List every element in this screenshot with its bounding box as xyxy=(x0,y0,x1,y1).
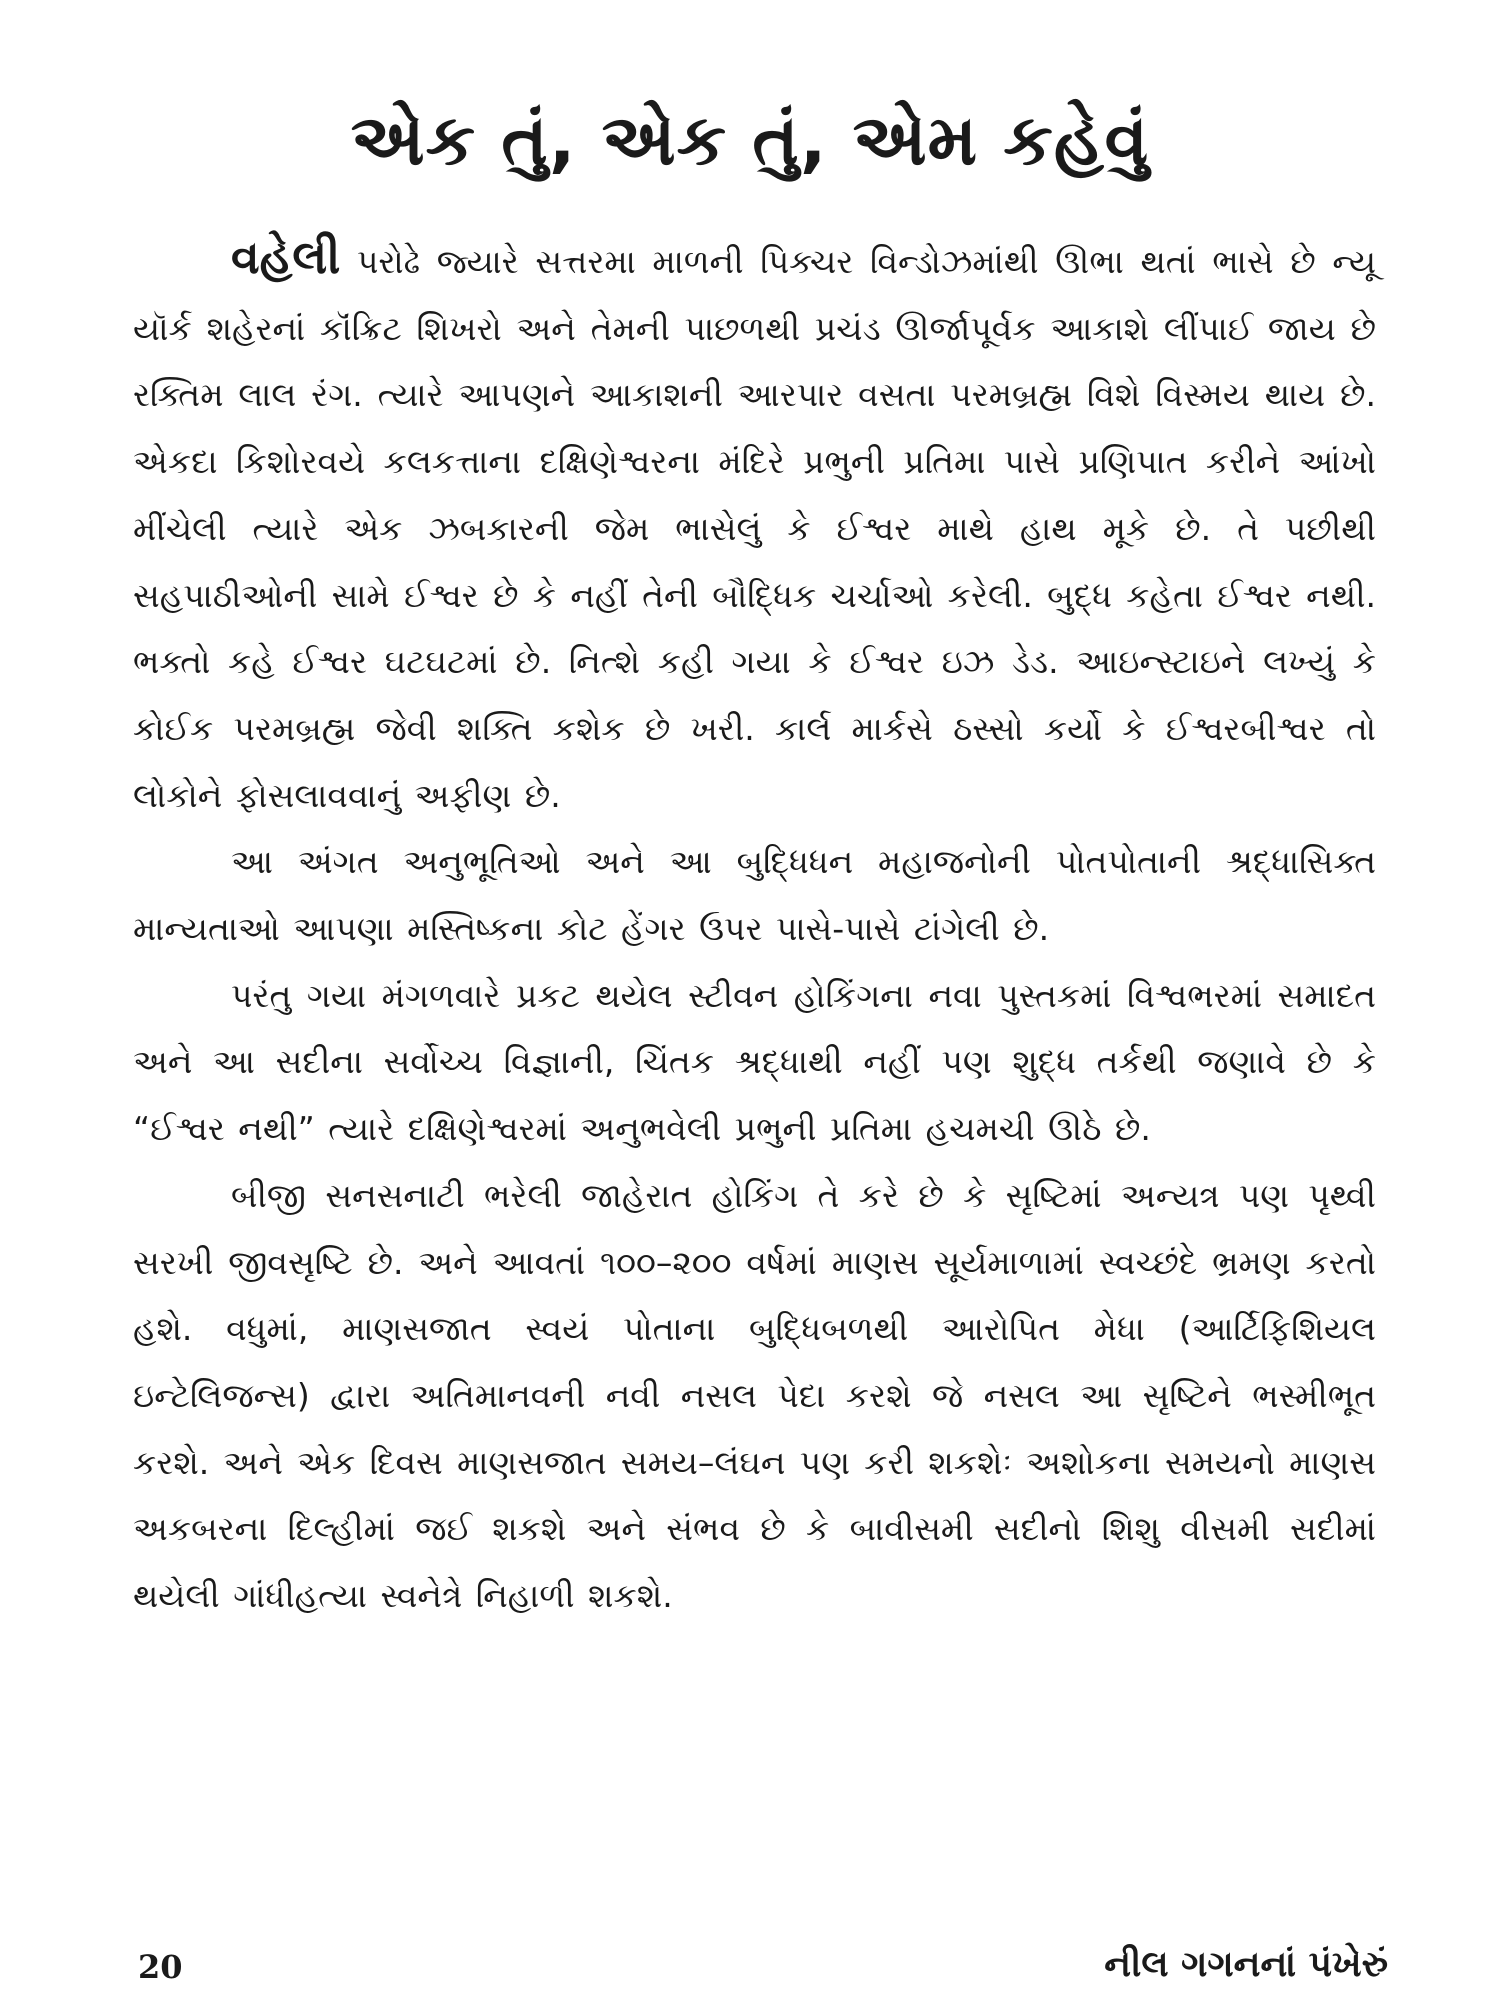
book-title-footer: નીલ ગગનનાં પંખેરું xyxy=(1104,1944,1388,1985)
page-title: એક તું, એક તું, એમ કહેવું xyxy=(350,99,1150,181)
paragraph-2: આ અંગત અનુભૂતિઓ અને આ બુદ્ધિધન મહાજનોની પોતપોતાની શ્રદ્ધાસિક્ત માન્યતાઓ આપણા મસ્તિષ્કના કોટ હેંગર ઉપર પાસે-પાસે ટાંગેલી છે. xyxy=(133,842,1376,949)
paragraph-1 xyxy=(133,224,1376,829)
paragraph-text: પરોઢે જ્યારે સત્તરમા માળની પિક્ચર વિન્ડોઝમાંથી ઊભા થતાં ભાસે છે ન્યૂ યૉર્ક શહેરનાં કૉંક્રિટ શિખરો અને તેમની પાછળથી પ્રચંડ ઊર્જાપૂર્વક આકાશે લીંપાઈ જાય છે રક્તિમ લાલ રંગ. ત્યારે આપણને આકાશની આરપાર વસતા પરમબ્રહ્મ વિશે વિસ્મય થાય છે. એકદા કિશોરવયે કલકત્તાના દક્ષિણેશ્વરના મંદિરે પ્રભુની પ્રતિમા પાસે પ્રણિપાત કરીને આંખો મીંચેલી ત્યારે એક ઝબકારની જેમ ભાસેલું કે ઈશ્વર માથે હાથ મૂકે છે. તે પછીથી સહપાઠીઓની સામે ઈશ્વર છે કે નહીં તેની બૌદ્ધિક ચર્ચાઓ કરેલી. બુદ્ધ કહેતા ઈશ્વર નથી. ભક્તો કહે ઈશ્વર ઘટઘટમાં છે. નિત્શે કહી ગયા કે ઈશ્વર ઇઝ ડેડ. આઇન્સ્ટાઇને લખ્યું કે કોઈક પરમબ્રહ્મ જેવી શક્તિ કશેક છે ખરી. કાર્લ માર્કસે ઠસ્સો કર્યો કે ઈશ્વરબીશ્વર તો લોકોને ફોસલાવવાનું અફીણ છે. xyxy=(133,242,1376,815)
paragraph-4: બીજી સનસનાટી ભરેલી જાહેરાત હોકિંગ તે કરે છે કે સૃષ્ટિમાં અન્યત્ર પણ પૃથ્વી સરખી જીવસૃષ્ટિ છે. અને આવતાં ૧૦૦–૨૦૦ વર્ષમાં માણસ સૂર્યમાળામાં સ્વચ્છંદે ભ્રમણ કરતો હશે. વધુમાં, માણસજાત સ્વયં પોતાના બુદ્ધિબળથી આરોપિત મેધા (આર્ટિફિશિયલ ઇન્ટેલિજન્સ) દ્વારા અતિમાનવની નવી નસલ પેદા કરશે જે નસલ આ સૃષ્ટિને ભસ્મીભૂત કરશે. અને એક દિવસ માણસજાત સમય–લંઘન પણ કરી શકશેઃ અશોકના સમયનો માણસ અકબરના દિલ્હીમાં જઈ શકશે અને સંભવ છે કે બાવીસમી સદીનો શિશુ વીસમી સદીમાં થયેલી ગાંધીહત્યા સ્વનેત્રે નિહાળી શકશે. xyxy=(133,1175,1376,1616)
paragraph-lead-word: વહેલી xyxy=(231,230,341,284)
article-body xyxy=(133,224,1376,1630)
paragraph-3: પરંતુ ગયા મંગળવારે પ્રકટ થયેલ સ્ટીવન હોકિંગના નવા પુસ્તકમાં વિશ્વભરમાં સમાદત અને આ સદીના સર્વોચ્ચ વિજ્ઞાની, ચિંતક શ્રદ્ધાથી નહીં પણ શુદ્ધ તર્કથી જણાવે છે કે “ઈશ્વર નથી” ત્યારે દક્ષિણેશ્વરમાં અનુભવેલી પ્રભુની પ્રતિમા હચમચી ઊઠે છે. xyxy=(133,975,1376,1149)
page-number: 20 xyxy=(138,1948,183,1986)
